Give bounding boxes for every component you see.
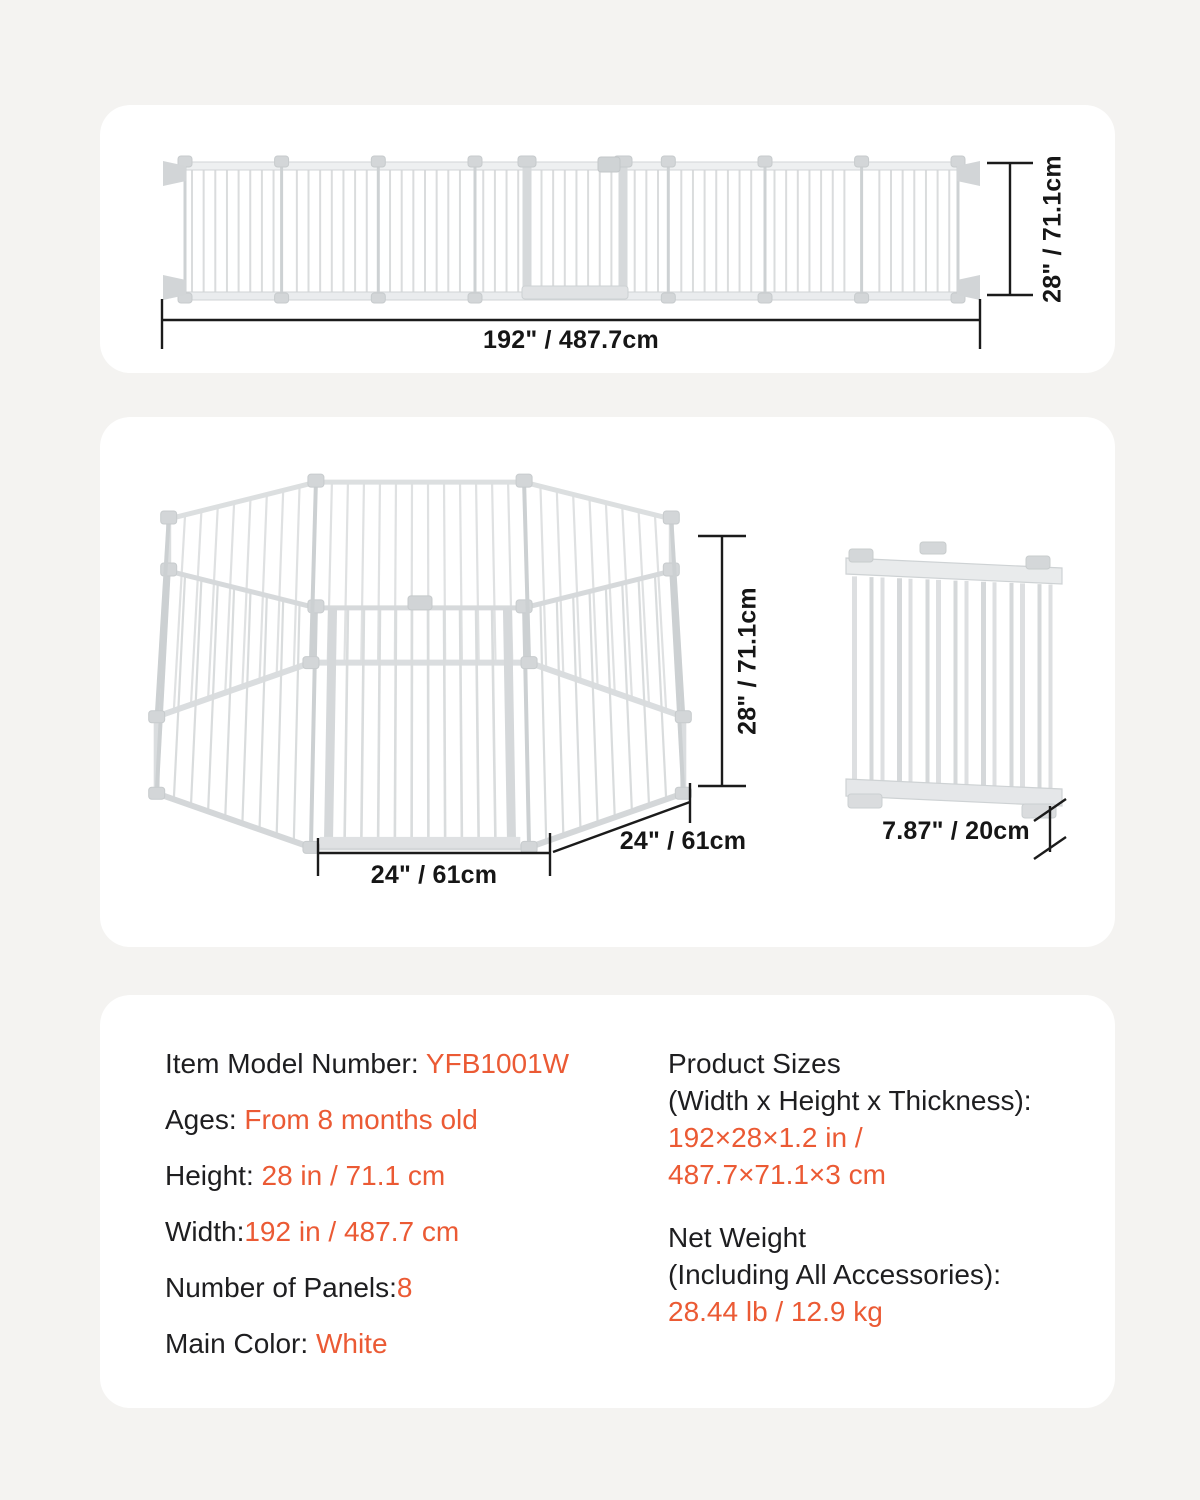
spec-value: White — [315, 1328, 388, 1359]
spec-title-line: Product Sizes — [668, 1048, 841, 1079]
spec-value: YFB1001W — [425, 1048, 570, 1079]
spec-row-width — [165, 1217, 569, 1246]
spec-title-line: (Including All Accessories): — [668, 1259, 1002, 1290]
spec-label: Main Color: — [165, 1328, 316, 1359]
specs-right-column — [668, 1045, 1032, 1356]
spec-label: Ages: — [165, 1104, 245, 1135]
spec-value: From 8 months old — [244, 1104, 478, 1135]
flat-gate-height-label: 28" / 71.1cm — [1038, 155, 1067, 303]
spec-value-line: 192×28×1.2 in / — [668, 1122, 863, 1153]
spec-title-line: (Width x Height x Thickness): — [668, 1085, 1032, 1116]
spec-label: Width: — [165, 1216, 245, 1247]
spec-row-color — [165, 1329, 569, 1358]
playpen-illustration — [100, 417, 1115, 947]
spec-label: Item Model Number: — [165, 1048, 426, 1079]
spec-row-height — [165, 1161, 569, 1190]
spec-row-model — [165, 1049, 569, 1078]
spec-value: 28 in / 71.1 cm — [261, 1160, 446, 1191]
spec-value: 8 — [396, 1272, 413, 1303]
specs-left-column — [165, 1049, 569, 1385]
spec-label: Height: — [165, 1160, 262, 1191]
spec-value-line: 28.44 lb / 12.9 kg — [668, 1296, 883, 1327]
spec-block-net-weight — [668, 1219, 1032, 1330]
spec-label: Number of Panels: — [165, 1272, 397, 1303]
spec-value-line: 487.7×71.1×3 cm — [668, 1159, 886, 1190]
spec-title-line: Net Weight — [668, 1222, 806, 1253]
playpen-front-width-label: 24" / 61cm — [370, 861, 498, 889]
spec-value: 192 in / 487.7 cm — [244, 1216, 460, 1247]
playpen-height-label: 28" / 71.1cm — [733, 587, 762, 735]
folded-thickness-label: 7.87" / 20cm — [882, 817, 1030, 845]
playpen-side-width-label: 24" / 61cm — [619, 827, 747, 855]
spec-row-panels — [165, 1273, 569, 1302]
flat-gate-width-label: 192" / 487.7cm — [483, 326, 659, 354]
spec-row-ages — [165, 1105, 569, 1134]
playpen-card — [100, 417, 1115, 947]
spec-block-product-sizes — [668, 1045, 1032, 1193]
